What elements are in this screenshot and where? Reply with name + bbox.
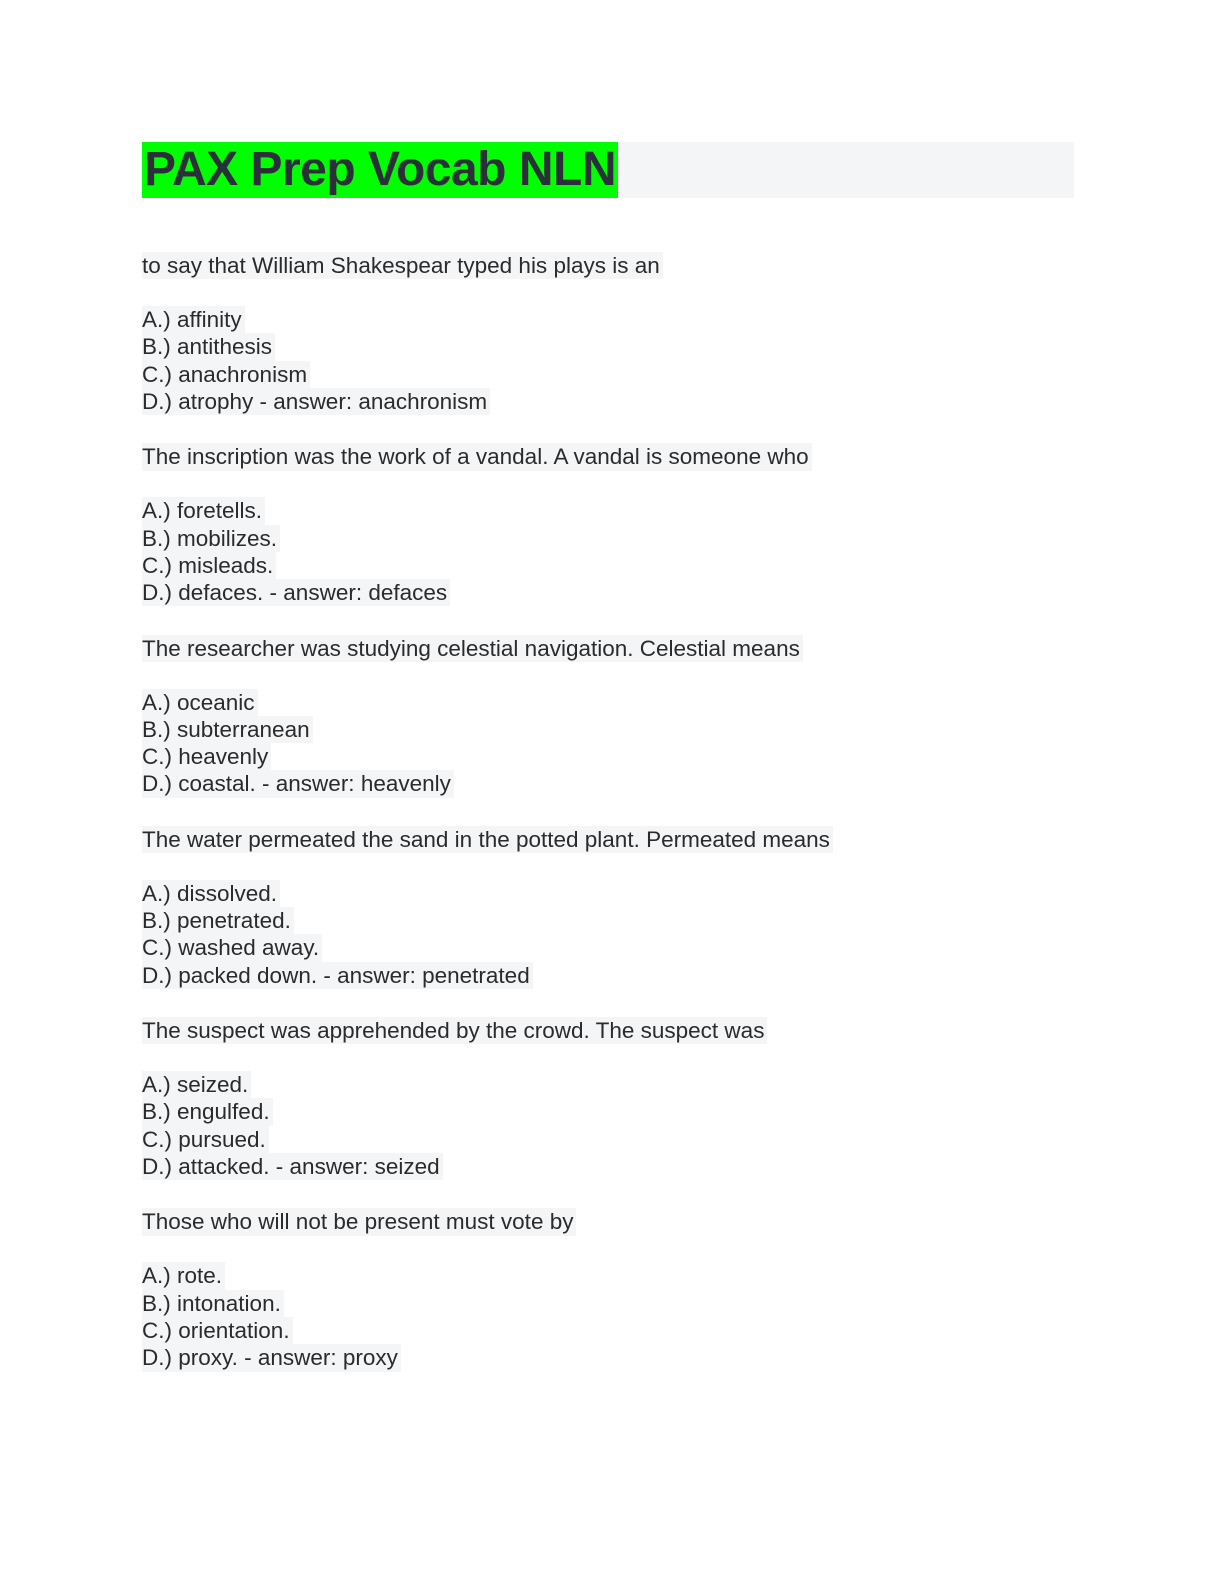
option-d-with-answer: D.) coastal. - answer: heavenly [142,770,454,797]
answer-options [142,1071,443,1180]
option-a: A.) affinity [142,306,245,333]
option-d-with-answer: D.) defaces. - answer: defaces [142,579,450,606]
option-d-with-answer: D.) atrophy - answer: anachronism [142,388,490,415]
option-c: C.) anachronism [142,361,310,388]
option-d-with-answer: D.) attacked. - answer: seized [142,1153,443,1180]
option-c: C.) heavenly [142,743,271,770]
option-d-with-answer: D.) packed down. - answer: penetrated [142,962,533,989]
answer-options [142,306,490,415]
document-title: PAX Prep Vocab NLN [144,143,616,196]
option-b: B.) subterranean [142,716,313,743]
question-block [142,1206,1082,1397]
answer-options [142,689,454,798]
question-block [142,250,1082,441]
option-a: A.) seized. [142,1071,251,1098]
question-prompt: to say that William Shakespear typed his plays is an [142,252,663,279]
option-c: C.) orientation. [142,1317,293,1344]
option-b: B.) antithesis [142,333,275,360]
question-prompt: The water permeated the sand in the potted plant. Permeated means [142,826,833,853]
option-c: C.) pursued. [142,1126,269,1153]
option-a: A.) rote. [142,1262,225,1289]
question-list [142,250,1082,1398]
option-b: B.) engulfed. [142,1098,273,1125]
option-b: B.) intonation. [142,1290,284,1317]
option-a: A.) dissolved. [142,880,280,907]
question-block [142,824,1082,1015]
title-bar [142,142,1074,198]
option-a: A.) foretells. [142,497,265,524]
option-c: C.) washed away. [142,934,322,961]
option-d-with-answer: D.) proxy. - answer: proxy [142,1344,401,1371]
answer-options [142,880,533,989]
question-block [142,1015,1082,1206]
option-b: B.) mobilizes. [142,525,280,552]
question-prompt: The researcher was studying celestial navigation. Celestial means [142,635,803,662]
option-c: C.) misleads. [142,552,276,579]
question-prompt: Those who will not be present must vote by [142,1208,576,1235]
option-a: A.) oceanic [142,689,258,716]
question-block [142,441,1082,632]
question-prompt: The suspect was apprehended by the crowd. The suspect was [142,1017,767,1044]
answer-options [142,497,450,606]
option-b: B.) penetrated. [142,907,294,934]
question-block [142,633,1082,824]
answer-options [142,1262,401,1371]
question-prompt: The inscription was the work of a vandal. A vandal is someone who [142,443,812,470]
